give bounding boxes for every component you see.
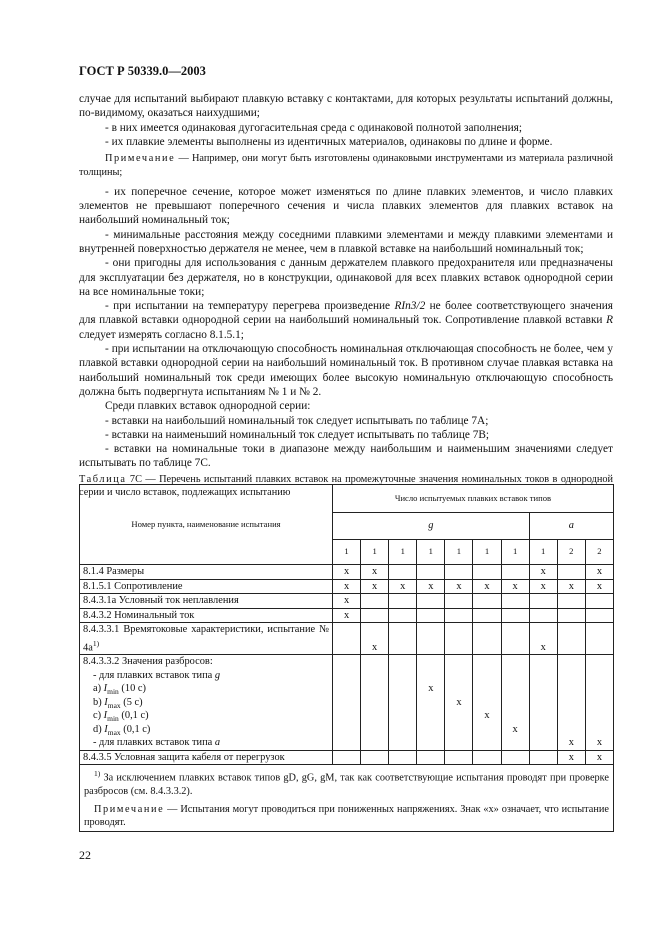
text: Примечание bbox=[94, 803, 165, 815]
mark: x bbox=[333, 608, 361, 623]
text: min bbox=[107, 687, 119, 697]
text: - при испытании на температуру перегрева произведение bbox=[105, 300, 395, 313]
text: b) bbox=[93, 696, 105, 708]
table-row bbox=[80, 579, 614, 594]
text: min bbox=[107, 714, 119, 724]
count-cell: 1 bbox=[445, 540, 473, 565]
mark: x bbox=[484, 710, 490, 722]
text: — Испытания могут проводиться при пониженных напряжениях. Знак «х» означает, что испытание проводят. bbox=[84, 803, 609, 828]
text: max bbox=[107, 701, 121, 711]
text bbox=[83, 682, 329, 696]
count-cell: 1 bbox=[333, 540, 361, 565]
mark-cell bbox=[557, 655, 585, 751]
mark: x bbox=[596, 737, 603, 749]
test-name: 8.4.3.1а Условный ток неплавления bbox=[80, 594, 333, 609]
text: I bbox=[103, 683, 108, 695]
col-header: Номер пункта, наименование испытания bbox=[80, 485, 333, 565]
list-item: - их поперечное сечение, которое может изменяться по длине плавких элементов, и число плавких элементов не превышают поперечного сечения и числа плавких элементов для плавких вставок на наибольший номинальный ток; bbox=[79, 185, 613, 227]
document-header: ГОСТ Р 50339.0—2003 bbox=[79, 64, 206, 78]
list-item: - в них имеется одинаковая дугогасительная среда с одинаковой полнотой заполнения; bbox=[105, 121, 523, 134]
text: (0,1 с) bbox=[118, 710, 149, 722]
list-item: - вставки на наименьший номинальный ток следует испытывать по таблице 7В; bbox=[105, 428, 490, 441]
count-cell: 2 bbox=[585, 540, 613, 565]
page-number: 22 bbox=[79, 848, 91, 862]
mark: x bbox=[333, 579, 361, 594]
text: a) bbox=[93, 683, 104, 695]
text bbox=[83, 669, 329, 683]
table-footnote bbox=[80, 765, 614, 831]
formula-r: R bbox=[606, 314, 613, 327]
text: - для плавких вставок типа bbox=[93, 737, 215, 749]
mark-cell bbox=[417, 655, 445, 751]
text: c) bbox=[93, 710, 104, 722]
footnote-ref: 1) bbox=[92, 638, 100, 648]
mark: x bbox=[529, 565, 557, 580]
text: I bbox=[104, 723, 108, 735]
list-item: - вставки на номинальные токи в диапазоне между наибольшим и наименьшим значениями следует испытывать по таблице 7С. bbox=[79, 443, 613, 470]
paragraph: случае для испытаний выбирают плавкую вставку с контактами, для которых результаты испытаний должны, по-видимому, оказаться наихудшими; bbox=[79, 93, 613, 120]
count-cell: 1 bbox=[501, 540, 529, 565]
text bbox=[83, 709, 329, 723]
table-row bbox=[80, 594, 614, 609]
text: (0,1 с) bbox=[120, 723, 151, 735]
mark: x bbox=[557, 579, 585, 594]
mark-cell bbox=[445, 655, 473, 751]
mark: x bbox=[512, 723, 518, 735]
table-row bbox=[80, 623, 614, 655]
mark: x bbox=[529, 623, 557, 655]
mark-cell bbox=[501, 655, 529, 751]
text: max bbox=[107, 728, 121, 738]
table-row bbox=[80, 565, 614, 580]
mark: x bbox=[333, 594, 361, 609]
count-cell: 1 bbox=[417, 540, 445, 565]
test-name: 8.4.3.5 Условная защита кабеля от перегрузок bbox=[80, 750, 333, 765]
test-name: 8.1.5.1 Сопротивление bbox=[80, 579, 333, 594]
list-item: - они пригодны для использования с данным держателем плавкого предохранителя или предназначены для эксплуатации без держателя, но в конструкции, одинаковой для всех плавких вставок однородной серии на все номинальные токи; bbox=[79, 257, 613, 298]
table-note bbox=[84, 803, 609, 829]
tests-table bbox=[79, 484, 614, 832]
text: 8.4.3.3.2 Значения разбросов: bbox=[83, 656, 213, 668]
note-label: Примечание bbox=[105, 153, 176, 165]
note-text: — Например, они могут быть изготовлены одинаковыми инструментами из материала различной толщины; bbox=[79, 153, 613, 179]
text: a bbox=[214, 737, 221, 749]
text: 1) bbox=[94, 769, 101, 779]
test-name: 8.4.3.2 Номинальный ток bbox=[80, 608, 333, 623]
mark: x bbox=[456, 696, 462, 708]
text: I bbox=[104, 696, 108, 708]
mark: x bbox=[333, 565, 361, 580]
table-caption-text: 7С — Перечень испытаний плавких вставок на промежуточные значения номинальных токов в однородной серии и число вставок, подлежащих испытанию bbox=[79, 473, 613, 498]
test-name bbox=[80, 655, 333, 751]
mark: x bbox=[585, 579, 613, 594]
text bbox=[83, 696, 329, 710]
type-g: g bbox=[428, 520, 434, 532]
group-header: Число испытуемых плавких вставок типов bbox=[333, 485, 614, 513]
list-item: - минимальные расстояния между соседними плавкими элементами и между плавкими элементами и внутренней поверхностью держателя не менее, чем в плавкой вставке на наибольший номинальный ток; bbox=[79, 228, 613, 255]
table-footnote-row bbox=[80, 765, 614, 831]
mark: x bbox=[361, 623, 389, 655]
text: За исключением плавких вставок типов gD, gG, gM, так как соответствующие испытания проводят при проверке разбросов (см. 8.4.3.3.2). bbox=[84, 772, 609, 797]
footnote bbox=[84, 767, 609, 797]
count-cell: 2 bbox=[557, 540, 585, 565]
text bbox=[83, 723, 329, 737]
paragraph: Среди плавких вставок однородной серии: bbox=[105, 400, 311, 413]
table-row bbox=[80, 608, 614, 623]
mark: x bbox=[473, 579, 501, 594]
mark: x bbox=[585, 750, 613, 765]
list-item: - их плавкие элементы выполнены из идентичных материалов, одинаковы по длине и форме. bbox=[105, 135, 553, 148]
text: следует измерять согласно 8.1.5.1; bbox=[79, 328, 244, 341]
mark: x bbox=[417, 579, 445, 594]
text: (5 с) bbox=[120, 696, 143, 708]
mark: x bbox=[585, 565, 613, 580]
mark: x bbox=[389, 579, 417, 594]
mark-cell bbox=[585, 655, 613, 751]
formula: RIn3/2 bbox=[394, 300, 426, 313]
text bbox=[83, 736, 329, 750]
text: 8.4.3.3.1 Времятоковые характеристики, испытание № 4а bbox=[83, 624, 329, 653]
mark: x bbox=[501, 579, 529, 594]
table-row bbox=[80, 750, 614, 765]
text: - для плавких вставок типа bbox=[93, 669, 215, 681]
mark: x bbox=[557, 750, 585, 765]
table-row bbox=[80, 655, 614, 751]
text: не более соответствующего значения для плавкой вставки однородной серии на наибольший номинальный ток. Сопротивление плавкой вставки bbox=[79, 300, 613, 327]
mark-cell bbox=[473, 655, 501, 751]
count-cell: 1 bbox=[389, 540, 417, 565]
note bbox=[79, 152, 613, 181]
document-body bbox=[79, 92, 613, 499]
text: I bbox=[103, 710, 108, 722]
mark: x bbox=[361, 579, 389, 594]
mark: x bbox=[361, 565, 389, 580]
test-name bbox=[80, 623, 333, 655]
mark: x bbox=[445, 579, 473, 594]
count-cell: 1 bbox=[529, 540, 557, 565]
list-item bbox=[79, 299, 613, 342]
mark: x bbox=[568, 737, 574, 749]
table-caption-label: Таблица bbox=[79, 473, 127, 485]
text: g bbox=[214, 669, 221, 681]
list-item: - при испытании на отключающую способность номинальная отключающая способность не более, чем у плавкой вставки однородной серии на наибольший номинальный ток. В противном случае плавкая вставка на наибольший номинальный ток среди имеющих более высокую номинальную отключающую способность должна быть подвергнута испытаниям № 1 и № 2. bbox=[79, 343, 613, 398]
test-name: 8.1.4 Размеры bbox=[80, 565, 333, 580]
type-a: a bbox=[568, 520, 574, 532]
text: d) bbox=[93, 723, 105, 735]
table-header-row bbox=[80, 485, 614, 513]
mark: x bbox=[428, 683, 434, 695]
count-cell: 1 bbox=[361, 540, 389, 565]
list-item: - вставки на наибольший номинальный ток следует испытывать по таблице 7А; bbox=[105, 414, 489, 427]
mark: x bbox=[529, 579, 557, 594]
count-cell: 1 bbox=[473, 540, 501, 565]
text: (10 с) bbox=[118, 683, 146, 695]
